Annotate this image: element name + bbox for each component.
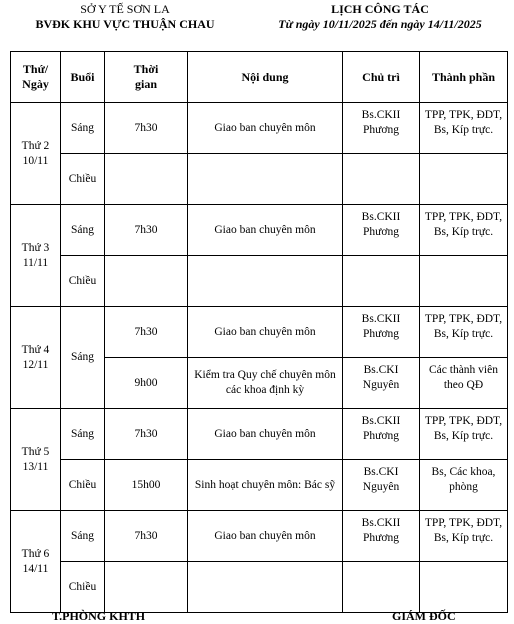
content-cell: Giao ban chuyên môn [188, 103, 343, 154]
content-cell: Giao ban chuyên môn [188, 409, 343, 460]
day-cell: Thứ 4 12/11 [11, 307, 61, 409]
session-cell: Sáng [61, 409, 105, 460]
time-cell: 7h30 [105, 307, 188, 358]
content-cell [188, 154, 343, 205]
content-cell: Giao ban chuyên môn [188, 205, 343, 256]
chair-cell [343, 154, 420, 205]
members-cell: Các thành viên theo QĐ [420, 358, 508, 409]
header-session: Buổi [61, 52, 105, 103]
chair-cell: Bs.CKII Phương [343, 205, 420, 256]
table-row [11, 460, 508, 511]
chair-cell: Bs.CKII Phương [343, 103, 420, 154]
members-cell: TPP, TPK, ĐDT, Bs, Kíp trực. [420, 205, 508, 256]
session-cell: Chiều [61, 154, 105, 205]
table-row [11, 307, 508, 358]
content-cell: Giao ban chuyên môn [188, 307, 343, 358]
day-cell: Thứ 6 14/11 [11, 511, 61, 613]
day-cell: Thứ 5 13/11 [11, 409, 61, 511]
members-cell: TPP, TPK, ĐDT, Bs, Kíp trực. [420, 511, 508, 562]
org-line-2: BVĐK KHU VỰC THUẬN CHAU [35, 17, 215, 31]
session-cell: Chiều [61, 460, 105, 511]
chair-cell: Bs.CKI Nguyên [343, 460, 420, 511]
table-row [11, 256, 508, 307]
table-row [11, 562, 508, 613]
date-range: Từ ngày 10/11/2025 đến ngày 14/11/2025 [278, 17, 482, 31]
members-cell: TPP, TPK, ĐDT, Bs, Kíp trực. [420, 103, 508, 154]
doc-header [250, 2, 510, 32]
time-cell: 7h30 [105, 103, 188, 154]
schedule-body [11, 103, 508, 613]
time-cell: 7h30 [105, 409, 188, 460]
table-row [11, 103, 508, 154]
header-content: Nội dung [188, 52, 343, 103]
session-cell: Sáng [61, 103, 105, 154]
members-cell [420, 154, 508, 205]
header-members: Thành phần [420, 52, 508, 103]
table-row [11, 511, 508, 562]
session-cell: Sáng [61, 511, 105, 562]
day-cell: Thứ 2 10/11 [11, 103, 61, 205]
members-cell: TPP, TPK, ĐDT, Bs, Kíp trực. [420, 307, 508, 358]
schedule-table [10, 51, 508, 613]
table-row [11, 205, 508, 256]
table-row [11, 409, 508, 460]
footer-right: GIÁM ĐỐC [392, 609, 456, 623]
org-header [0, 2, 250, 32]
chair-cell: Bs.CKII Phương [343, 511, 420, 562]
org-line-1: SỞ Y TẾ SƠN LA [80, 2, 170, 16]
members-cell [420, 256, 508, 307]
time-cell: 7h30 [105, 511, 188, 562]
content-cell: Sinh hoạt chuyên môn: Bác sỹ [188, 460, 343, 511]
content-cell [188, 562, 343, 613]
doc-title: LỊCH CÔNG TÁC [331, 2, 429, 16]
time-cell [105, 562, 188, 613]
time-cell [105, 256, 188, 307]
members-cell [420, 562, 508, 613]
footer-left: T.PHÒNG KHTH [52, 609, 146, 623]
content-cell: Kiểm tra Quy chế chuyên môn các khoa định kỳ [188, 358, 343, 409]
header-chair: Chủ trì [343, 52, 420, 103]
time-cell: 7h30 [105, 205, 188, 256]
members-cell: TPP, TPK, ĐDT, Bs, Kíp trực. [420, 409, 508, 460]
header-time: Thời gian [105, 52, 188, 103]
chair-cell: Bs.CKI Nguyên [343, 358, 420, 409]
content-cell: Giao ban chuyên môn [188, 511, 343, 562]
time-cell [105, 154, 188, 205]
chair-cell [343, 562, 420, 613]
chair-cell: Bs.CKII Phương [343, 307, 420, 358]
content-cell [188, 256, 343, 307]
time-cell: 15h00 [105, 460, 188, 511]
header-row [11, 52, 508, 103]
time-cell: 9h00 [105, 358, 188, 409]
table-row [11, 154, 508, 205]
session-cell: Sáng [61, 307, 105, 409]
chair-cell: Bs.CKII Phương [343, 409, 420, 460]
session-cell: Sáng [61, 205, 105, 256]
members-cell: Bs, Các khoa, phòng [420, 460, 508, 511]
day-cell: Thứ 3 11/11 [11, 205, 61, 307]
session-cell: Chiều [61, 562, 105, 613]
header-day: Thứ/ Ngày [11, 52, 61, 103]
session-cell: Chiều [61, 256, 105, 307]
chair-cell [343, 256, 420, 307]
